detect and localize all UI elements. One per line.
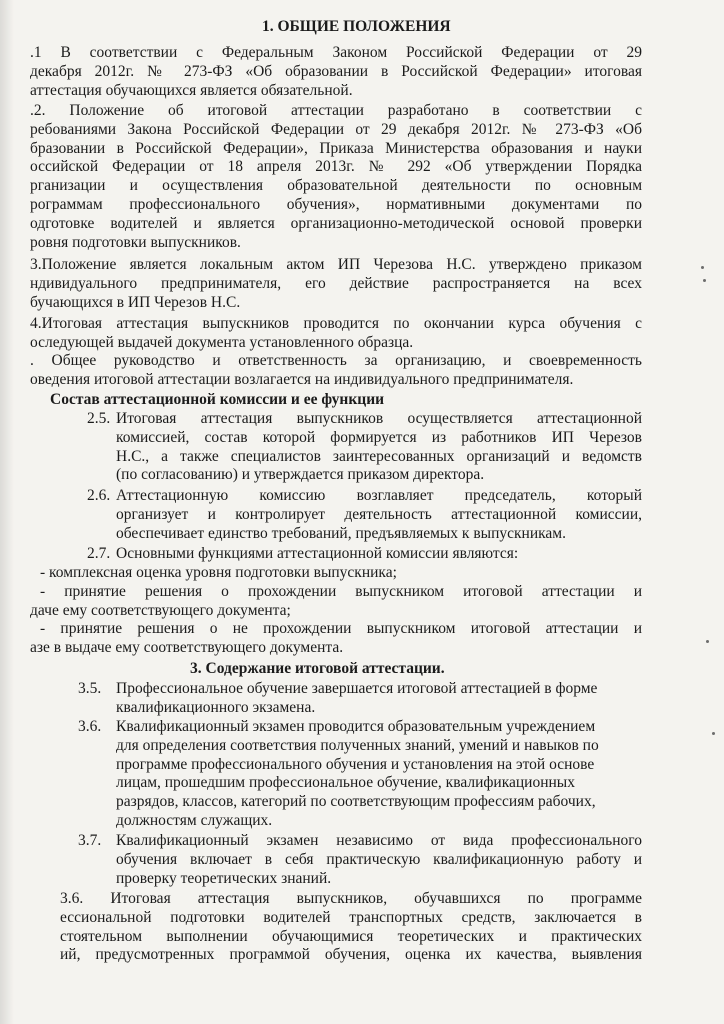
text-line: квалификационного экзамена. [116,698,316,716]
page-edge-shadow [0,0,14,1024]
text-line: Итоговая аттестация выпускников осуществляется аттестационной [116,410,642,427]
list-item-continuation: даче ему соответствующего документа; [30,601,291,619]
text-line: Основными функциями аттестационной комиссии являются: [116,545,519,562]
text-line: (по согласованию) и утверждается приказом директора. [116,466,485,484]
text-line: .1 В соответствии с Федеральным Законом Российской Федерации от 29 [30,44,642,61]
item-number: 3.6. [78,718,102,735]
text-line: Аттестационную комиссию возглавляет председатель, который [116,487,642,504]
text-line: 3.6. Итоговая аттестация выпускников, обучавшихся по программе [60,890,642,907]
text-line: Н.С., а также специалистов заинтересованных организаций и ведомств [116,447,642,465]
item-2-5 [87,410,642,486]
item-3-7 [78,832,642,889]
item-2-6 [87,487,642,544]
list-item: - принятие решения о не прохождении выпускником итоговой аттестации и [40,620,642,638]
text-line: организует и контролирует деятельность аттестационной комиссии, [116,505,642,523]
text-line: оведения итоговой аттестации возлагается на индивидуального предпринимателя. [30,370,574,388]
text-line: оссийской Федерации от 18 апреля 2013г. № 292 «Об утверждении Порядка [30,158,642,176]
text-line: проверку теоретических знаний. [116,869,332,887]
text-line: программе профессионального обучения и установления на этой основе [116,755,595,773]
text-line: одготовке водителей и является организационно-методической основой проверки [30,214,642,232]
text-line: оследующей выдачей документа установленного образца. [30,333,414,351]
scan-speck [712,732,715,735]
text-line: для определения соответствия полученных знаний, умений и навыков по [116,736,599,754]
section-2-title: Состав аттестационной комиссии и ее функции [50,391,385,408]
text-line: разрядов, классов, категорий по соответствующим профессиям рабочих, [116,793,596,811]
item-number: 3.7. [78,832,102,849]
section-3-title: 3. Содержание итоговой аттестации. [190,660,445,677]
text-line: ндивидуального предпринимателя, его действие распространяется на всех [30,274,642,292]
item-3-5 [78,680,642,718]
text-line: должностям служащих. [116,811,273,829]
list-item: - комплексная оценка уровня подготовки выпускника; [40,564,397,581]
text-line: бразовании в Российской Федерации», Приказа Министерства образования и науки [30,139,642,157]
item-2-7 [87,545,642,564]
scan-speck [706,640,709,643]
text-line: декабря 2012г. № 273-ФЗ «Об образовании в Российской Федерации» итоговая [30,62,642,80]
item-number: 2.7. [87,545,111,562]
paragraph-1-4 [30,315,642,353]
item-3-6 [78,718,642,832]
text-line: Квалификационный экзамен проводится образовательным учреждением [116,718,596,735]
item-number: 2.5. [87,410,111,427]
text-line: стоятельном выполнении обучающимися теоретических и практических [60,927,642,945]
paragraph-3-6-drivers [60,890,642,965]
paragraph-1-1 [30,44,642,100]
text-line: обучения включает в себя практическую квалификационную работу и [116,850,642,868]
scan-speck [703,279,706,282]
text-line: бучающихся в ИП Черезов Н.С. [30,293,241,311]
text-line: лицам, прошедшим профессиональное обучение, квалификационных [116,774,575,792]
text-line: Профессиональное обучение завершается итоговой аттестацией в форме [116,680,598,697]
list-item-continuation: азе в выдаче ему соответствующего документа. [30,639,344,657]
text-line: ровня подготовки выпускников. [30,233,241,251]
section-1-title: 1. ОБЩИЕ ПОЛОЖЕНИЯ [262,18,451,35]
text-line: Квалификационный экзамен независимо от вида профессионального [116,832,642,849]
paragraph-1-2 [30,102,642,252]
text-line: обеспечивает единство требований, предъявляемых к выпускникам. [116,524,566,542]
text-line: ий, предусмотренных программой обучения, оценка их качества, выявления [60,946,642,964]
list-item: - принятие решения о прохождении выпускником итоговой аттестации и [40,582,642,600]
text-line: .2. Положение об итоговой аттестации разработано в соответствии с [30,102,642,119]
paragraph-1-5 [30,352,642,390]
item-number: 2.6. [87,487,111,504]
text-line: ребованиями Закона Российской Федерации от 29 декабря 2012г. № 273-ФЗ «Об [30,120,642,138]
text-line: рограммам профессионального обучения», нормативными документами по [30,195,642,213]
scan-speck [701,266,704,269]
text-line: рганизации и осуществления образовательной деятельности по основным [30,177,642,195]
text-line: аттестация обучающихся является обязательной. [30,81,353,99]
text-line: ессиональной подготовки водителей транспортных средств, заключается в [60,908,642,926]
text-line: 3.Положение является локальным актом ИП Черезова Н.С. утверждено приказом [30,256,642,273]
item-number: 3.5. [78,680,102,697]
function-list [30,564,642,658]
text-line: 4.Итоговая аттестация выпускников проводится по окончании курса обучения с [30,315,642,332]
paragraph-1-3 [30,256,642,312]
text-line: . Общее руководство и ответственность за организацию, и своевременность [30,352,642,369]
text-line: комиссией, состав которой формируется из работников ИП Черезов [116,428,642,446]
